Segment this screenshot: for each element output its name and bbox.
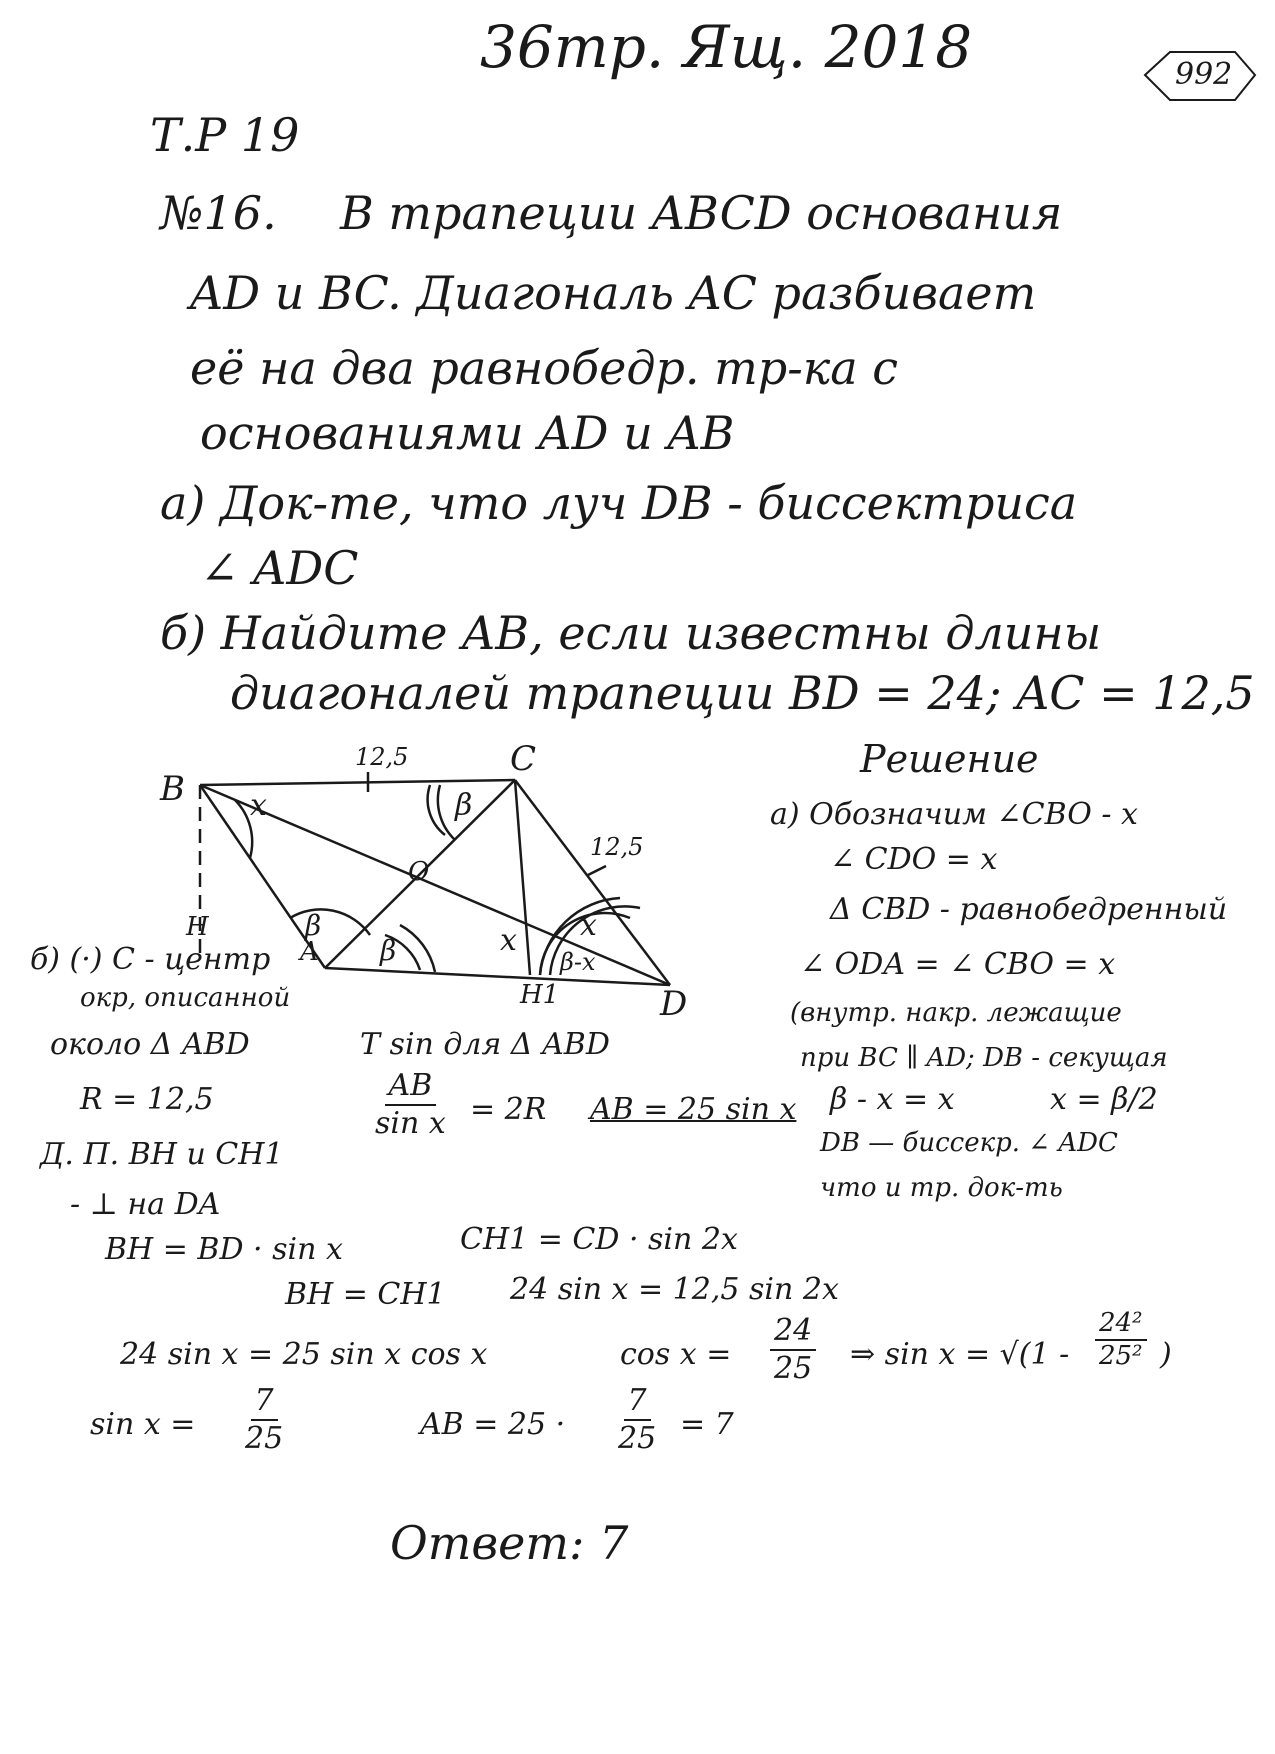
height-CH1 bbox=[515, 780, 530, 975]
label-B: B bbox=[160, 769, 185, 809]
equation-2: 24 sin x = 25 sin x cos x bbox=[120, 1337, 488, 1372]
sine-fraction-num: AB bbox=[385, 1070, 437, 1106]
angle-x-C: x bbox=[500, 923, 517, 958]
angle-beta-A: β bbox=[305, 909, 322, 942]
extra-construction: Д. П. BH и CH1 bbox=[40, 1137, 284, 1172]
angle-x-D: x bbox=[580, 908, 597, 943]
page-title: 36тр. Ящ. 2018 bbox=[480, 13, 973, 81]
problem-part-a-cont: ∠ ADC bbox=[200, 541, 359, 595]
label-H1: H1 bbox=[520, 980, 560, 1010]
solution-a-line-3: Δ CBD - равнобедренный bbox=[830, 892, 1228, 927]
problem-number: №16. bbox=[160, 186, 277, 240]
length-BC: 12,5 bbox=[355, 743, 409, 771]
solution-a-line-1: а) Обозначим ∠CBO - x bbox=[770, 797, 1138, 832]
solution-a-line-9: DB — биссекр. ∠ ADC bbox=[820, 1128, 1118, 1158]
sine-theorem: Т sin для Δ ABD bbox=[360, 1027, 610, 1062]
cos-fraction bbox=[770, 1315, 816, 1384]
sin-root-close: ) bbox=[1160, 1337, 1172, 1372]
problem-part-a: а) Док-те, что луч DB - биссектриса bbox=[160, 476, 1078, 530]
equation-1: 24 sin x = 12,5 sin 2x bbox=[510, 1272, 839, 1307]
diagonal-BD bbox=[200, 785, 670, 985]
solution-a-line-10: что и тр. док-ть bbox=[820, 1173, 1063, 1203]
side-AD bbox=[325, 968, 670, 985]
ab-calc: AB = 25 · bbox=[420, 1407, 566, 1442]
solution-heading: Решение bbox=[860, 737, 1039, 781]
sin-fraction-num: 7 bbox=[251, 1385, 278, 1421]
ab-calc-num: 7 bbox=[624, 1385, 651, 1421]
solution-a-line-7: β - x = x bbox=[830, 1082, 955, 1117]
bh-formula: BH = BD · sin x bbox=[105, 1232, 343, 1267]
angle-beta-minus-x: β-x bbox=[560, 948, 596, 976]
problem-line-3: её на два равнобедр. тр-ка с bbox=[190, 341, 899, 395]
sin-fraction bbox=[245, 1385, 283, 1454]
solution-b-line-4: R = 12,5 bbox=[80, 1082, 214, 1117]
problem-part-b-cont: диагоналей трапеции BD = 24; AC = 12,5 bbox=[230, 666, 1255, 720]
ab-calc-den: 25 bbox=[618, 1420, 657, 1456]
ab-calc-result: = 7 bbox=[680, 1407, 734, 1442]
sin-root-num: 24² bbox=[1095, 1310, 1147, 1341]
label-A: A bbox=[300, 937, 319, 967]
length-CD: 12,5 bbox=[590, 833, 644, 861]
arc-C1 bbox=[428, 785, 445, 835]
label-H: H bbox=[186, 912, 209, 942]
solution-a-line-4: ∠ ODA = ∠ CBO = x bbox=[800, 947, 1116, 982]
solution-a-line-6: при BC ∥ AD; DB - секущая bbox=[800, 1043, 1168, 1073]
page-badge: 992 bbox=[1175, 57, 1233, 92]
solution-b-line-2: окр, описанной bbox=[80, 983, 291, 1013]
problem-line-1: В трапеции ABCD основания bbox=[340, 186, 1063, 240]
sin-root-den: 25² bbox=[1099, 1341, 1143, 1372]
cos-fraction-num: 24 bbox=[770, 1315, 816, 1351]
problem-line-2: AD и BC. Диагональ AC разбивает bbox=[190, 266, 1037, 320]
label-O: O bbox=[408, 857, 430, 887]
side-BC bbox=[200, 780, 515, 785]
sin-root-fraction bbox=[1095, 1310, 1147, 1371]
sin-fraction-den: 25 bbox=[245, 1420, 284, 1456]
solution-a-line-2: ∠ CDO = x bbox=[830, 842, 998, 877]
answer: Ответ: 7 bbox=[390, 1516, 629, 1570]
solution-b-line-1: б) (·) C - центр bbox=[30, 942, 271, 977]
sin-implication: ⇒ sin x = √(1 - bbox=[850, 1337, 1070, 1372]
sine-equals: = 2R bbox=[470, 1092, 547, 1127]
angle-beta-O: β bbox=[380, 934, 397, 967]
bh-equals-ch1: BH = CH1 bbox=[285, 1277, 446, 1312]
cos-fraction-den: 25 bbox=[774, 1350, 813, 1386]
arc-A bbox=[290, 909, 370, 935]
solution-a-line-8: x = β/2 bbox=[1050, 1082, 1158, 1117]
solution-a-line-5: (внутр. накр. лежащие bbox=[790, 998, 1122, 1028]
perpendicular-note: - ⊥ на DA bbox=[70, 1187, 221, 1222]
label-C: C bbox=[510, 739, 537, 779]
angle-x-B: x bbox=[250, 788, 267, 823]
problem-part-b: б) Найдите AB, если известны длины bbox=[160, 606, 1102, 660]
sin-lhs: sin x = bbox=[90, 1407, 196, 1442]
problem-line-4: основаниями AD и AB bbox=[200, 406, 735, 460]
ab-calc-fraction bbox=[618, 1385, 656, 1454]
sine-fraction-den: sin x bbox=[375, 1105, 446, 1141]
ab-result: AB = 25 sin x bbox=[590, 1092, 797, 1127]
angle-beta-C: β bbox=[455, 788, 473, 823]
solution-b-line-3: около Δ ABD bbox=[50, 1027, 250, 1062]
cos-lhs: cos x = bbox=[620, 1337, 732, 1372]
task-label: Т.Р 19 bbox=[150, 108, 300, 162]
label-D: D bbox=[660, 984, 688, 1024]
ch1-formula: CH1 = CD · sin 2x bbox=[460, 1222, 738, 1257]
sine-fraction bbox=[375, 1070, 446, 1139]
tick-CD bbox=[588, 866, 606, 875]
